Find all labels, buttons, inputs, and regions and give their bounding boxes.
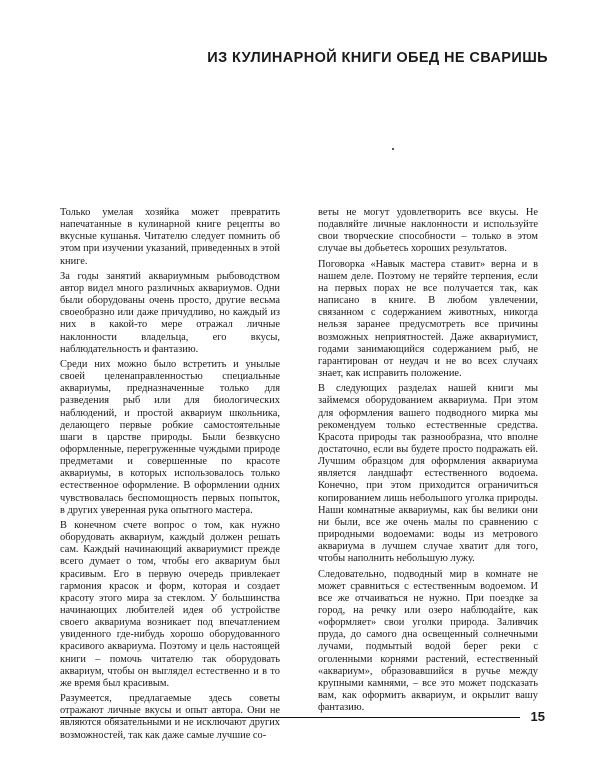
paragraph: Среди них можно было встретить и унылые своей целенаправленностью специальные аквариумы, предназначенные только для разведения рыб или для биологических наблюдений, и простой аквариум школьника, делающего первые робкие самостоятельные шаги в царстве природы. Были безвкусно оформленные, перегруженные чуждыми природе предметами и совершенные по красоте аквариумы, в которых использовалось только естественное оформление. В оформлении одних чувствовалась беспомощность первых попыток, в других уверенная рука опытного мастера. [60,358,280,516]
footer-rule [60,717,520,718]
paragraph: веты не могут удовлетворить все вкусы. Не подавляйте личные наклонности и используйте свои творческие способности – только в этом случае вы добьетесь хороших результатов. [318,207,538,255]
left-column [60,207,280,745]
paragraph: Поговорка «Навык мастера ставит» верна и в нашем деле. Поэтому не теряйте терпения, если на первых порах не все получается так, как написано в книге. В любом увлечении, связанном с содержанием животных, никогда нельзя заранее предусмотреть все причины возможных неприятностей. Даже аквариумист, годами занимающийся содержанием рыб, не гарантирован от неудач и не во всех случаях знает, как исправить положение. [318,258,538,380]
right-column [318,207,538,717]
paragraph: В конечном счете вопрос о том, как нужно оборудовать аквариум, каждый должен решать сам. Каждый начинающий аквариумист прежде всего думает о том, чтобы его аквариум был красивым. Его в первую очередь привлекает гармония красок и форм, которая и создает красоту этого мира за стеклом. У большинства начинающих любителей идея об устройстве своего аквариума возникает под впечатлением увиденного где-нибудь хорошо оборудованного красивого аквариума. Поэтому и цель настоящей книги – помочь читателю так оборудовать аквариум, чтобы он выглядел естественно и в то же время был красивым. [60,519,280,689]
paragraph: Только умелая хозяйка может превратить напечатанные в кулинарной книге рецепты во вкусные кушанья. Читателю следует помнить об этом при изучении указаний, приведенных в этой книге. [60,207,280,267]
page-number: 15 [530,709,545,724]
paragraph: Следовательно, подводный мир в комнате не может сравниться с естественным водоемом. И все же отчаиваться не нужно. При поездке за город, на речку или озеро наблюдайте, как «оформляет» свои уголки природа. Заливчик пруда, до самого дна освещенный солнечными лучами, подмытый водой берег реки с оголенными корнями растений, естественный «аквариум», образовавшийся в ручье между крупными камнями, – все это может подсказать вам, как оформить аквариум, и окрылит вашу фантазию. [318,568,538,714]
print-speck [392,148,394,150]
paragraph: Разумеется, предлагаемые здесь советы отражают личные вкусы и опыт автора. Они не являются обязательными и не исключают других возможностей, так как даже самые лучшие со- [60,693,280,741]
paragraph: За годы занятий аквариумным рыбоводством автор видел много различных аквариумов. Одни были оборудованы очень просто, другие весьма своеобразно или даже причудливо, но каждый из них в какой-то мере отражал личные наклонности владельца, его вкусы, наблюдательность и фантазию. [60,270,280,355]
paragraph: В следующих разделах нашей книги мы займемся оборудованием аквариума. При этом для оформления вашего подводного мирка мы рекомендуем только естественные средства. Красота природы так разнообразна, что вполне достаточно, если вы будете просто подражать ей. Лучшим образцом для оформления аквариума является ландшафт естественного водоема. Конечно, при этом приходится ограничиться копированием лишь небольшого уголка природы. Наши комнатные аквариумы, как бы велики они ни были, все же очень малы по сравнению с природными водоемами: воды из метрового аквариума в лучшем случае хватит для того, чтобы наполнить небольшую лужу. [318,383,538,565]
chapter-title: ИЗ КУЛИНАРНОЙ КНИГИ ОБЕД НЕ СВАРИШЬ [207,50,548,66]
